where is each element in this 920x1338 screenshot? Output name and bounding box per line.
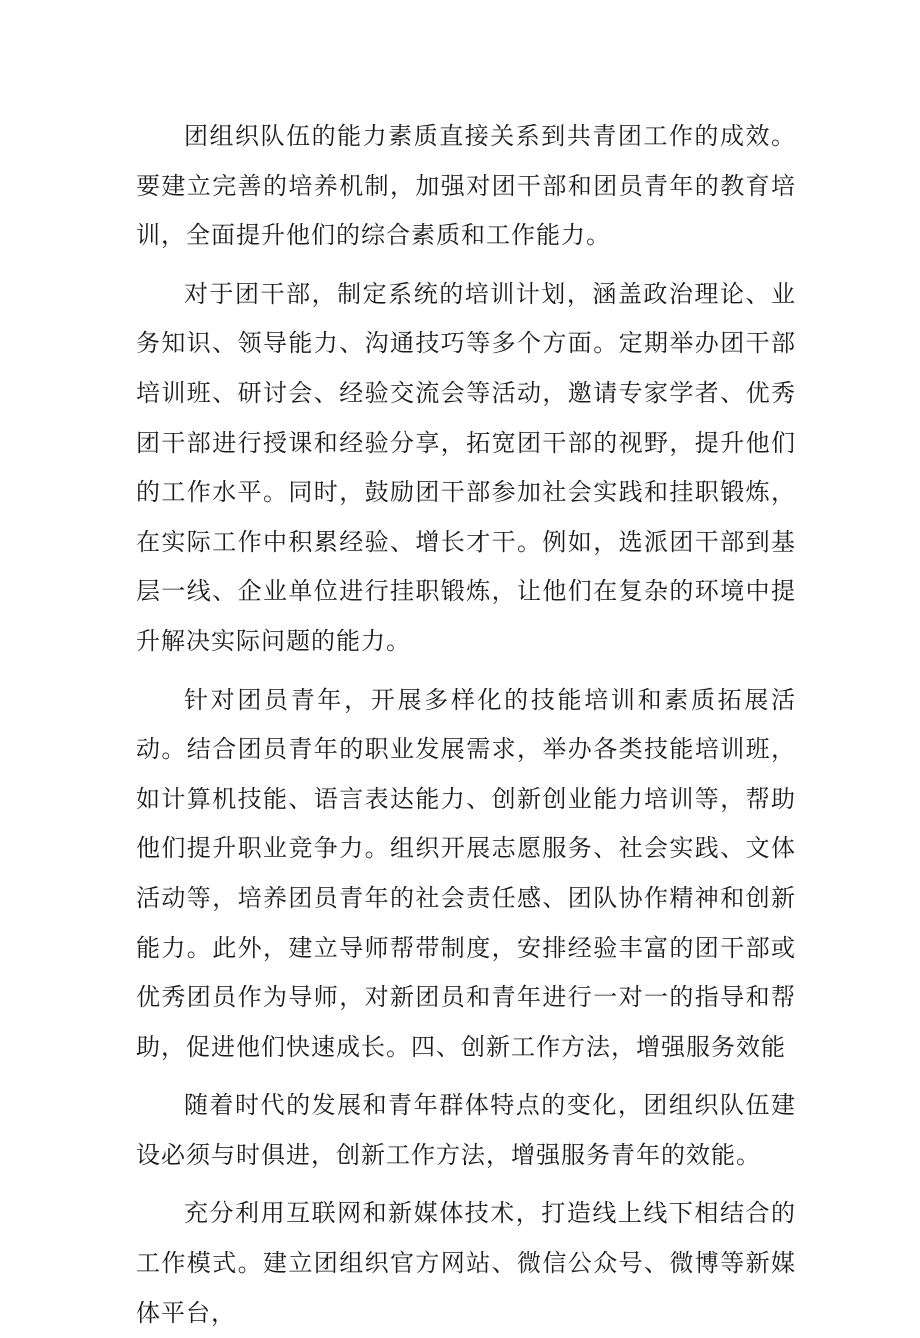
paragraph-cadre-training: 对于团干部，制定系统的培训计划，涵盖政治理论、业务知识、领导能力、沟通技巧等多个方面。定期举办团干部培训班、研讨会、经验交流会等活动，邀请专家学者、优秀团干部进行授课和经验分享，拓宽团干部的视野，提升他们的工作水平。同时，鼓励团干部参加社会实践和挂职锻炼，在实际工作中积累经验、增长才干。例如，选派团干部到基层一线、企业单位进行挂职锻炼，让他们在复杂的环境中提升解决实际问题的能力。 (136, 279, 796, 655)
paragraph-innovation-intro: 随着时代的发展和青年群体特点的变化，团组织队伍建设必须与时俱进，创新工作方法，增强服务青年的效能。 (136, 1091, 796, 1169)
document-body (136, 112, 796, 1338)
paragraph-new-media: 充分利用互联网和新媒体技术，打造线上线下相结合的工作模式。建立团组织官方网站、微信公众号、微博等新媒体平台， (136, 1199, 796, 1327)
paragraph-team-capacity: 团组织队伍的能力素质直接关系到共青团工作的成效。要建立完善的培养机制，加强对团干部和团员青年的教育培训，全面提升他们的综合素质和工作能力。 (136, 122, 796, 250)
paragraph-youth-training: 针对团员青年，开展多样化的技能培训和素质拓展活动。结合团员青年的职业发展需求，举办各类技能培训班，如计算机技能、语言表达能力、创新创业能力培训等，帮助他们提升职业竞争力。组织开展志愿服务、社会实践、文体活动等，培养团员青年的社会责任感、团队协作精神和创新能力。此外，建立导师帮带制度，安排经验丰富的团干部或优秀团员作为导师，对新团员和青年进行一对一的指导和帮助，促进他们快速成长。四、创新工作方法，增强服务效能 (136, 685, 796, 1061)
